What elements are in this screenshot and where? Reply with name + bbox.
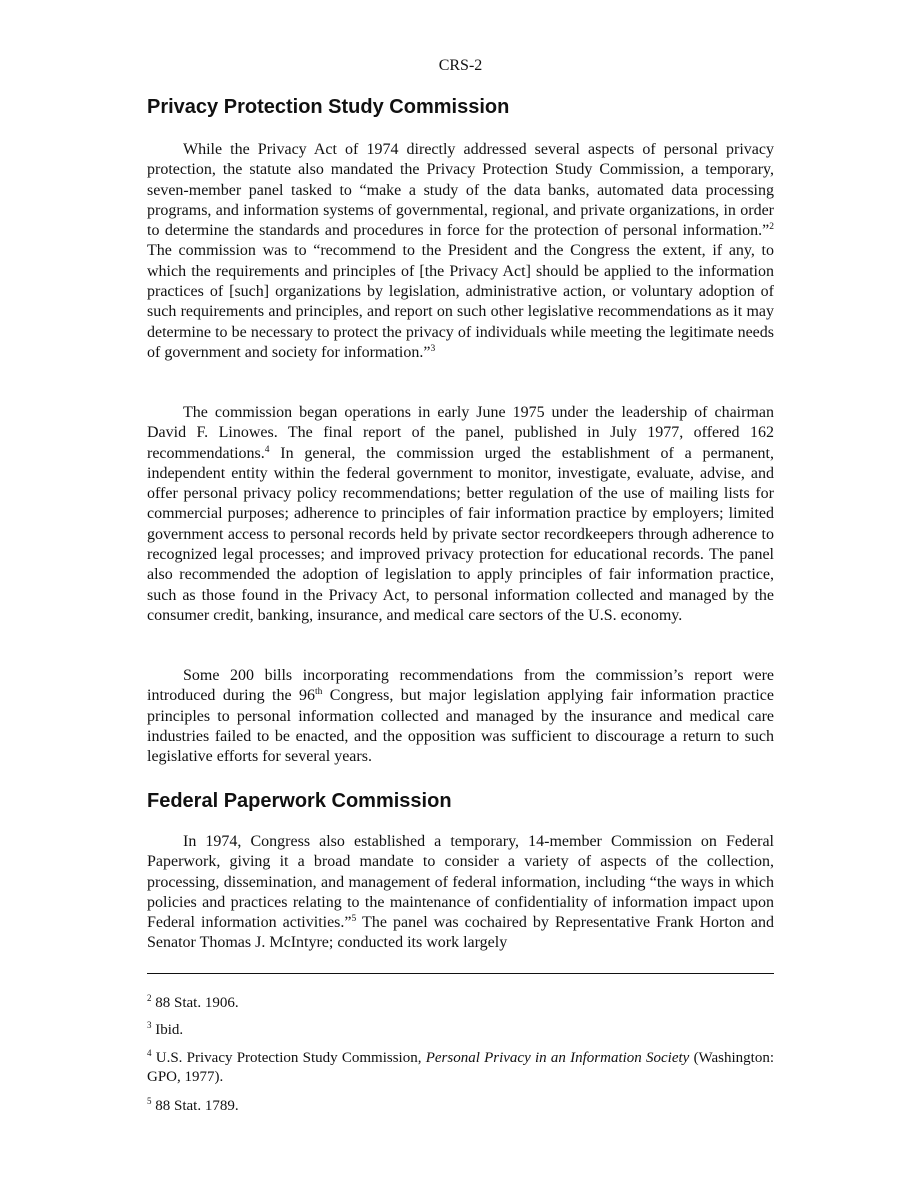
footnote-4: $^4$ U.S. Privacy Protection Study Commission, Personal Privacy in an Information Society (Washington: GPO, 1977). [147, 1048, 775, 1085]
paragraph-paperwork-commission: In 1974, Congress also established a temporary, 14-member Commission on Federal Paperwork, giving it a broad mandate to consider a variety of aspects of the collection, processing, dissemination, and management of federal information, including “the ways in which policies and practices relating to the maintenance of confidentiality of information impact upon Federal information activities.”$^5$ The panel was cochaired by Representative Frank Horton and Senator Thomas J. McIntyre; conducted its work largely [147, 833, 775, 952]
running-head: CRS-2 [438, 57, 483, 74]
footnote-3: $^3$ Ibid. [147, 1020, 184, 1038]
footnote-number: 4 [147, 1048, 152, 1058]
ordinal-suffix: th [314, 687, 323, 698]
footnote-ref-5[interactable]: 5 [351, 914, 357, 925]
footnote-separator-rule [147, 973, 774, 974]
footnote-5: $^5$ 88 Stat. 1789. [147, 1096, 239, 1114]
footnote-number: 2 [147, 993, 152, 1003]
section-heading-privacy-commission: Privacy Protection Study Commission [147, 96, 510, 118]
footnote-ref-2[interactable]: 2 [769, 222, 774, 233]
paragraph-commission-operations: The commission began operations in early June 1975 under the leadership of chairman David F. Linowes. The final report of the panel, published in July 1977, offered 162 recommendations.$^4$ In general, the commission urged the establishment of a permanent, independent entity within the federal government to monitor, investigate, evaluate, advise, and offer personal privacy policy recommendations; better regulation of the use of mailing lists for commercial purposes; adherence to principles of fair information practice by employers; limited government access to personal records held by private sector recordkeepers through adherence to recognized legal processes; and improved privacy protection for educational records. The panel also recommended the adoption of legislation to apply principles of fair information practice, such as those found in the Privacy Act, to personal information collected and managed by the consumer credit, banking, insurance, and medical care sectors of the U.S. economy. [147, 404, 774, 624]
footnote-ref-3[interactable]: 3 [430, 343, 436, 354]
footnote-2: $^2$ 88 Stat. 1906. [147, 993, 239, 1011]
paragraph-bills-introduced: Some 200 bills incorporating recommendations from the commission’s report were introduced during the 96th Congress, but major legislation applying fair information practice principles to personal information collected and managed by the insurance and medical care industries failed to be enacted, and the opposition was sufficient to discourage a return to such legislative efforts for several years. [147, 667, 774, 766]
footnote-4-title: Personal Privacy in an Information Society [425, 1050, 690, 1066]
footnote-ref-4[interactable]: 4 [264, 444, 270, 455]
section-heading-paperwork-commission: Federal Paperwork Commission [147, 790, 452, 812]
paragraph-privacy-act-mandate: While the Privacy Act of 1974 directly addressed several aspects of personal privacy protection, the statute also mandated the Privacy Protection Study Commission, a temporary, seven-member panel tasked to “make a study of the data banks, automated data processing programs, and information systems of governmental, regional, and private organizations, in order to determine the standards and procedures in force for the protection of personal information.”$^2$ The commission was to “recommend to the President and the Congress the extent, if any, to which the requirements and principles of [the Privacy Act] should be applied to the information practices of [such] organizations by legislation, administrative action, or voluntary adoption of such requirements and principles, and report on such other legislative recommendations as it may determine to be necessary to protect the privacy of individuals while meeting the legitimate needs of government and society for information.”$^3$ [147, 141, 774, 361]
footnote-number: 5 [147, 1096, 152, 1106]
document-page [147, 0, 774, 1191]
footnote-number: 3 [147, 1020, 152, 1030]
